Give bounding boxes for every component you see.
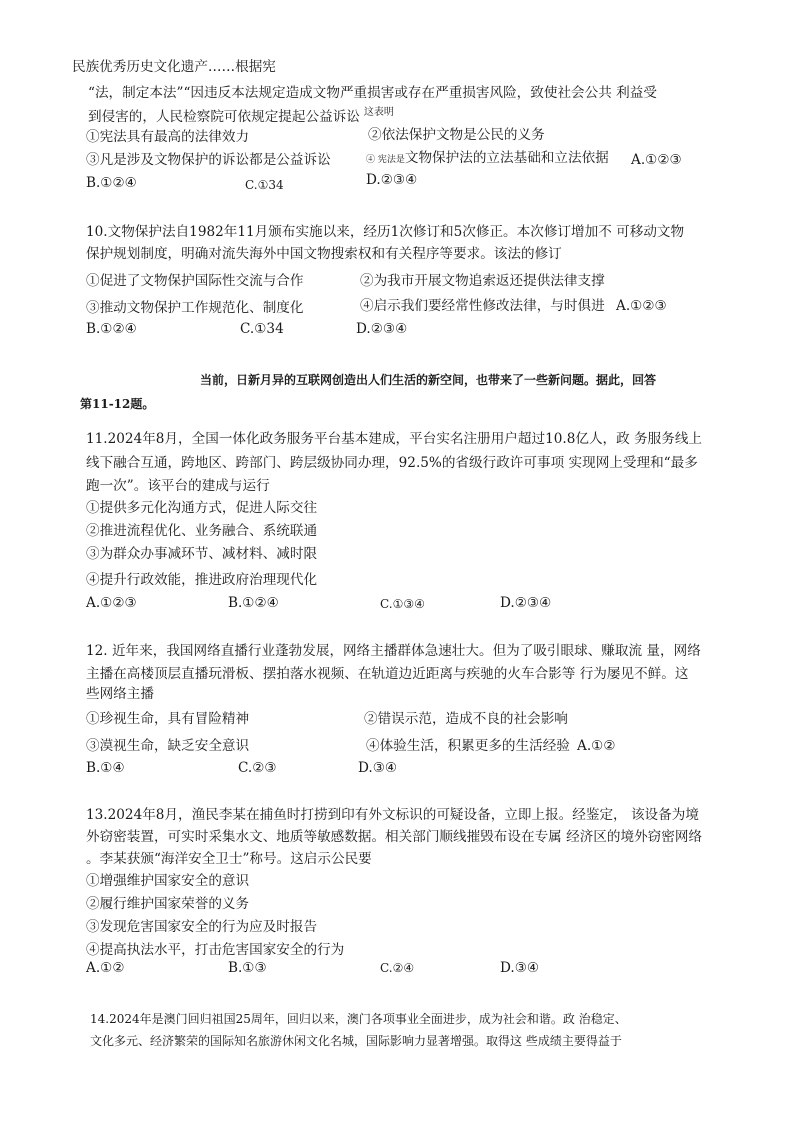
q11-option-2: ②推进流程优化、业务融合、系统联通 <box>86 523 318 539</box>
q12-option-3: ③漠视生命，缺乏安全意识 <box>86 738 250 754</box>
q10-option-2: ②为我市开展文物追索返还提供法律支撑 <box>360 273 605 289</box>
q9-answer-b: B.①②④ <box>86 175 137 191</box>
q9-option-4-text: 文物保护法的立法基础和立法依据 <box>404 150 609 166</box>
q12-option-2: ②错误示范，造成不良的社会影响 <box>364 711 568 727</box>
q12-answer-b: B.①④ <box>86 760 125 776</box>
q12-stem-line-2: 主播在高楼顶层直播玩滑板、摆拍落水视频、在轨道边近距离与疾驰的火车合影等 行为屡见不鲜。这 <box>86 666 689 682</box>
q12-answer-c: C.②③ <box>238 760 277 776</box>
q10-answer-c: C.①34 <box>240 321 284 337</box>
q11-stem-line-2: 线下融合互通，跨地区、跨部门、跨层级协同办理，92.5%的省级行政许可事项 实现网上受理和“最多 <box>86 455 698 471</box>
q9-option-4-small: ④ 宪法是 <box>366 155 405 165</box>
q12-answer-a: A.①② <box>577 738 616 754</box>
q10-option-1: ①促进了文物保护国际性交流与合作 <box>86 273 304 289</box>
q13-option-4: ④提高执法水平，打击危害国家安全的行为 <box>86 942 345 958</box>
q11-stem-line-3: 跑一次”。该平台的建成与运行 <box>86 478 270 494</box>
q12-option-4: ④体验生活，积累更多的生活经验 <box>366 738 570 754</box>
q12-stem-line-3: 些网络主播 <box>86 686 154 702</box>
q12-answer-d: D.③④ <box>358 760 398 776</box>
q13-answer-d: D.③④ <box>500 960 540 976</box>
q9-option-4 <box>366 149 609 169</box>
q9-option-3: ③凡是涉及文物保护的诉讼都是公益诉讼 <box>86 152 331 168</box>
q10-stem-line-2: 保护规划制度，明确对流失海外中国文物搜索权和有关程序等要求。该法的修订 <box>86 246 562 262</box>
q11-option-4: ④提升行政效能，推进政府治理现代化 <box>86 572 318 588</box>
section-intro-line-2: 第11-12题。 <box>80 397 155 411</box>
q10-stem-line-1: 10.文物保护法自1982年11月颁布实施以来，经历1次修订和5次修正。本次修订增加不 可移动文物 <box>86 224 685 240</box>
q13-option-1: ①增强维护国家安全的意识 <box>86 873 250 889</box>
q9-answer-a: A.①②③ <box>631 152 682 168</box>
q13-answer-b: B.①③ <box>228 960 267 976</box>
q13-stem-line-3: 。李某获颁“海洋安全卫士”称号。这启示公民要 <box>86 851 372 867</box>
q11-option-1: ①提供多元化沟通方式，促进人际交往 <box>86 500 318 516</box>
q11-answer-d: D.②③④ <box>500 595 552 611</box>
q9-stem-line-1: “法，制定本法”“因违反本法规定造成文物严重损害或存在严重损害风险，致使社会公共 利益受 <box>88 85 657 101</box>
q10-answer-a: A.①②③ <box>616 298 667 314</box>
section-intro-line-1: 当前，日新月异的互联网创造出人们生活的新空间，也带来了一些新问题。据此，回答 <box>200 373 657 387</box>
q13-stem-line-1: 13.2024年8月，渔民李某在捕鱼时打捞到印有外文标识的可疑设备，立即上报。经鉴定， 该设备为境 <box>86 807 699 823</box>
q13-option-2: ②履行维护国家荣誉的义务 <box>86 896 250 912</box>
q10-answer-d: D.②③④ <box>356 321 408 337</box>
q13-stem-line-2: 外窃密装置，可实时采集水文、地质等敏感数据。相关部门顺线摧毁布设在专属 经济区的境外窃密网络 <box>86 829 703 845</box>
q9-option-1: ①宪法具有最高的法律效力 <box>86 129 250 145</box>
q14-stem-line-1: 14.2024年是澳门回归祖国25周年，回归以来，澳门各项事业全面进步，成为社会和谐。政 治稳定、 <box>90 1012 627 1026</box>
q14-stem-line-2: 文化多元、经济繁荣的国际知名旅游休闲文化名城，国际影响力显著增强。取得这 些成绩主要得益于 <box>90 1034 622 1048</box>
q10-option-3: ③推动文物保护工作规范化、制度化 <box>86 300 304 316</box>
q9-stem-text: 到侵害的，人民检察院可依规定提起公益诉讼 <box>88 109 360 125</box>
q11-option-3: ③为群众办事减环节、减材料、减时限 <box>86 546 318 562</box>
q9-option-2: ②依法保护文物是公民的义务 <box>368 127 545 143</box>
q10-answer-b: B.①②④ <box>86 321 137 337</box>
q11-answer-b: B.①②④ <box>228 595 279 611</box>
q11-answer-c: C.①③④ <box>380 597 425 611</box>
q9-answer-d: D.②③④ <box>366 172 418 188</box>
q9-stem-line-2 <box>88 104 394 126</box>
q13-answer-c: C.②④ <box>380 961 415 975</box>
q11-answer-a: A.①②③ <box>86 595 137 611</box>
q12-option-1: ①珍视生命，具有冒险精神 <box>86 711 250 727</box>
q13-answer-a: A.①② <box>86 960 125 976</box>
q9-heading-fragment: 民族优秀历史文化遗产……根据宪 <box>72 59 276 75</box>
q12-stem-line-1: 12. 近年来，我国网络直播行业蓬勃发展，网络主播群体急速壮大。但为了吸引眼球、赚取流 量，网络 <box>86 643 701 659</box>
q10-option-4: ④启示我们要经常性修改法律，与时俱进 <box>360 298 605 314</box>
q11-stem-line-1: 11.2024年8月，全国一体化政务服务平台基本建成，平台实名注册用户超过10.8亿人，政 务服务线上 <box>86 431 703 447</box>
q13-option-3: ③发现危害国家安全的行为应及时报告 <box>86 919 318 935</box>
q9-stem-small-suffix: 这表明 <box>363 107 394 118</box>
q9-answer-c: C.①34 <box>245 178 284 192</box>
